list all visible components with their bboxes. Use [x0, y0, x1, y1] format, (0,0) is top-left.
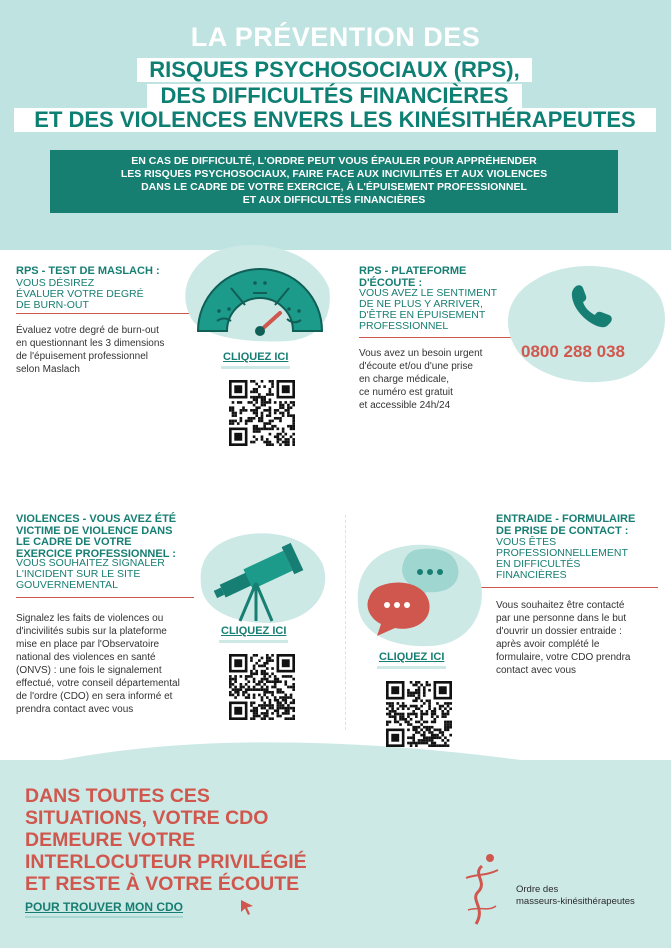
- page-title-line2: RISQUES PSYCHOSOCIAUX (RPS),: [137, 58, 532, 82]
- column-divider: [345, 515, 346, 730]
- intro-line: ET AUX DIFFICULTÉS FINANCIÈRES: [242, 194, 426, 206]
- page-title-line3: DES DIFFICULTÉS FINANCIÈRES: [147, 84, 522, 108]
- maslach-subtitle: VOUS DÉSIREZ ÉVALUER VOTRE DEGRÉ DE BURN-OUT: [16, 277, 144, 311]
- ordre-logo-text: Ordre des masseurs-kinésithérapeutes: [516, 884, 635, 907]
- page-title-line4: ET DES VIOLENCES ENVERS LES KINÉSITHÉRAPEUTES: [14, 108, 656, 132]
- violences-qr-code[interactable]: [229, 654, 295, 720]
- maslach-body: Évaluez votre degré de burn-out en questionnant les 3 dimensions de l'épuisement professionnel selon Maslach: [16, 325, 165, 375]
- violences-divider: [16, 597, 194, 598]
- entraide-body: Vous souhaitez être contacté par une personne dans le but d'ouvrir un dossier entraide : après avoir complété le formulaire, votre CDO prendra contact avec vous: [496, 600, 631, 676]
- cursor-icon: [238, 898, 256, 916]
- entraide-divider: [468, 587, 658, 588]
- phone-number[interactable]: 0800 288 038: [521, 342, 625, 361]
- entraide-title: ENTRAIDE - FORMULAIRE DE PRISE DE CONTACT :: [496, 513, 636, 537]
- maslach-link[interactable]: CLIQUEZ ICI: [221, 350, 290, 369]
- intro-line: EN CAS DE DIFFICULTÉ, L'ORDRE PEUT VOUS ÉPAULER POUR APPRÉHENDER: [131, 155, 537, 167]
- phone-blob: [505, 262, 670, 384]
- ecoute-title: RPS - PLATEFORME D'ÉCOUTE :: [359, 265, 467, 289]
- intro-box: [50, 150, 618, 213]
- ordre-logo: [462, 852, 502, 928]
- violences-title: VIOLENCES - VOUS AVEZ ÉTÉ VICTIME DE VIOLENCE DANS LE CADRE DE VOTRE EXERCICE PROFESSIONNEL :: [16, 513, 177, 560]
- chat-bubbles-icon: [355, 540, 485, 650]
- telescope-icon: [198, 525, 328, 625]
- ecoute-divider: [359, 337, 511, 338]
- intro-line: DANS LE CADRE DE VOTRE EXERCICE, À L'ÉPUISEMENT PROFESSIONNEL: [141, 181, 527, 193]
- footer-message: DANS TOUTES CES SITUATIONS, VOTRE CDO DEMEURE VOTRE INTERLOCUTEUR PRIVILÉGIÉ ET RESTE À VOTRE ÉCOUTE: [25, 785, 307, 895]
- find-cdo-link[interactable]: POUR TROUVER MON CDO: [25, 900, 183, 918]
- intro-line: LES RISQUES PSYCHOSOCIAUX, FAIRE FACE AUX INCIVILITÉS ET AUX VIOLENCES: [120, 168, 548, 180]
- ecoute-body: Vous avez un besoin urgent d'écoute et/ou d'une prise en charge médicale, ce numéro est gratuit et accessible 24h/24: [359, 348, 483, 411]
- maslach-title: RPS - TEST DE MASLACH :: [16, 265, 160, 277]
- page-title-line1: LA PRÉVENTION DES: [190, 22, 481, 52]
- entraide-qr-code[interactable]: [386, 681, 452, 747]
- violences-link[interactable]: CLIQUEZ ICI: [219, 624, 288, 643]
- maslach-qr-code[interactable]: [229, 380, 295, 446]
- entraide-link[interactable]: CLIQUEZ ICI: [377, 650, 446, 669]
- violences-body: Signalez les faits de violences ou d'incivilités subis sur la plateforme mise en place par l'Observatoire national des violences en santé (ONVS) : une fois le signalement effectué, votre conseil départemental de l'ordre (CDO) en sera informé et prendra contact avec vous: [16, 613, 180, 715]
- maslach-divider: [16, 313, 194, 314]
- ecoute-subtitle: VOUS AVEZ LE SENTIMENT DE NE PLUS Y ARRIVER, D'ÊTRE EN ÉPUISEMENT PROFESSIONNEL: [359, 287, 498, 332]
- entraide-subtitle: VOUS ÊTES PROFESSIONNELLEMENT EN DIFFICULTÉS FINANCIÈRES: [496, 536, 628, 581]
- burnout-gauge-icon: [183, 243, 333, 343]
- violences-subtitle: VOUS SOUHAITEZ SIGNALER L'INCIDENT SUR LE SITE GOUVERNEMENTAL: [16, 557, 165, 591]
